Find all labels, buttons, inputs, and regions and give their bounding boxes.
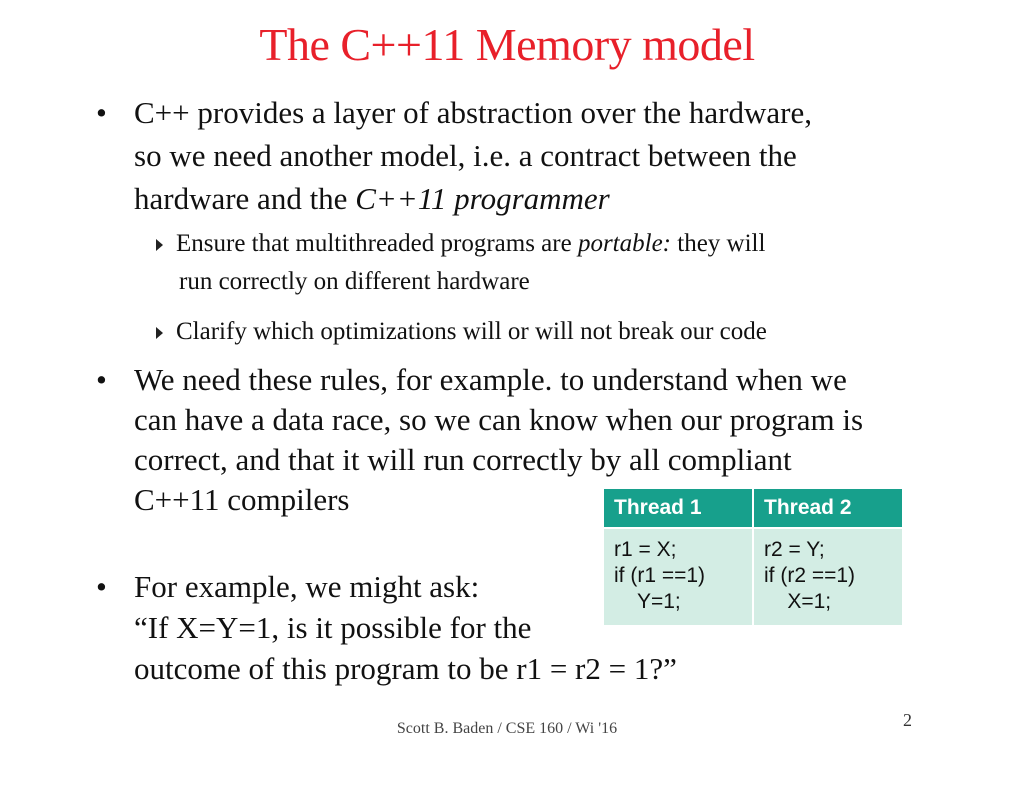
sub-bullet-text — [176, 225, 765, 301]
bullet-line: can have a data race, so we can know when our program is — [134, 402, 864, 437]
bullet-marker: • — [96, 362, 107, 397]
bullet-line: For example, we might ask: — [134, 569, 480, 604]
bullet-line-plain: hardware and the — [134, 181, 356, 216]
slide-title: The C++11 Memory model — [259, 19, 755, 70]
sub-bullet-plain: Ensure that multithreaded programs are — [176, 230, 578, 257]
bullet-line: C++ provides a layer of abstraction over the hardware, — [134, 95, 812, 130]
bullet-line: outcome of this program to be r1 = r2 = 1?” — [134, 651, 677, 686]
table-row — [603, 528, 903, 626]
sub-bullet-line: Clarify which optimizations will or will not break our code — [176, 318, 767, 345]
bullet-marker: • — [96, 569, 107, 604]
bullet-line: correct, and that it will run correctly by all compliant — [134, 442, 792, 477]
bullet-text — [134, 91, 812, 220]
bullet-line — [134, 177, 812, 220]
bullet-line: so we need another model, i.e. a contract between the — [134, 138, 797, 173]
table-cell-code: r2 = Y; if (r2 ==1) X=1; — [753, 528, 903, 626]
bullet-text — [134, 566, 677, 689]
sub-bullet-italic: portable: — [577, 230, 671, 257]
table-cell-code: r1 = X; if (r1 ==1) Y=1; — [603, 528, 753, 626]
bullet-marker: • — [96, 95, 107, 130]
table-header-cell: Thread 1 — [603, 488, 753, 528]
triangle-bullet-icon — [156, 239, 163, 251]
bullet-line: “If X=Y=1, is it possible for the — [134, 610, 532, 645]
table-header-row — [603, 488, 903, 528]
bullet-line-italic: C++11 programmer — [355, 181, 610, 216]
bullet-line: C++11 compilers — [134, 482, 350, 517]
page-number: 2 — [903, 710, 912, 730]
sub-bullet-rest: they will — [671, 230, 766, 257]
slide-footer: Scott B. Baden / CSE 160 / Wi '16 — [396, 720, 618, 737]
sub-bullet-text — [176, 313, 767, 351]
thread-table — [602, 487, 904, 627]
bullet-line: We need these rules, for example. to understand when we — [134, 362, 847, 397]
triangle-bullet-icon — [156, 327, 163, 339]
sub-bullet-line: run correctly on different hardware — [179, 268, 530, 295]
table-header-cell: Thread 2 — [753, 488, 903, 528]
sub-bullet-line — [176, 225, 765, 263]
